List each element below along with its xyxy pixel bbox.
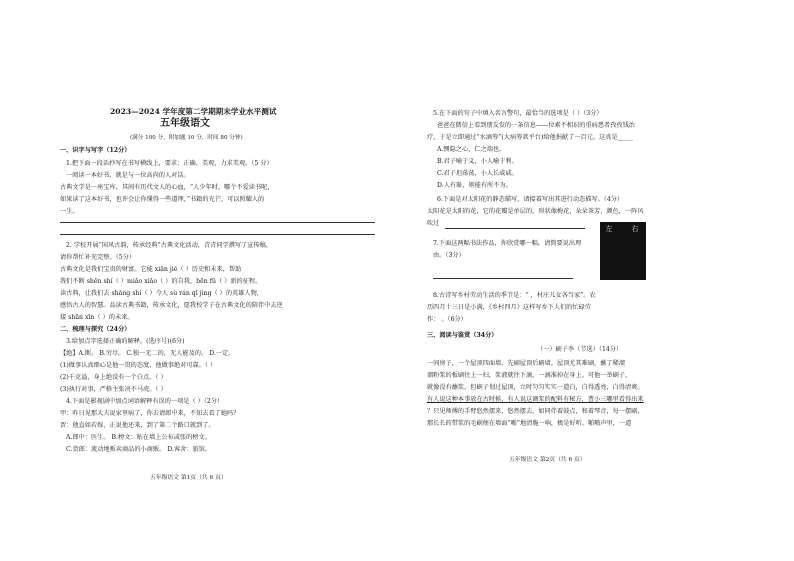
q5-text-line: 疗，于是立即通过“水滴筹”(大病筹款平台)给他捐献了一百元。这真是_____ — [427, 134, 634, 141]
q5-option: A.恻隐之心，仁之端也。 — [437, 146, 506, 153]
q4-options: C.货郎：流动地贩卖商品的小商贩。 D.客舍：旅馆。 — [66, 446, 212, 453]
q1-text-line: 如果读了这本好书，也许会让你懂得一些道理，”书籍的光芒，可以照耀人的 — [60, 196, 265, 203]
passage-line: 就像没有蘸浆。但刷子划过屋顶，立时匀匀实实一道白，白得透亮，白得清爽。 — [427, 384, 644, 391]
q7-prompt-cont: 由。（3分） — [433, 252, 465, 259]
q3-item: (1)做事认真细心是他一贯的态度，他做事绝对可靠。（ ） — [60, 362, 217, 369]
q5-prompt: 5.在下面的句子中填入名言警句，最恰当的选项是（ ）（3分） — [433, 110, 603, 117]
answer-line[interactable] — [433, 278, 573, 279]
calligraphy-samples — [600, 222, 646, 280]
page-footer: 五年级语文 第1页（共 6 页） — [150, 475, 227, 481]
q2-prompt: 2. 学校开展“国风古韵，传承经典”古典文化活动，青青同学撰写了宣传稿， — [66, 242, 273, 249]
q3-item: (3)执行对事，严格主张决不马虎。（ ） — [60, 386, 167, 393]
section-3-heading: 三、阅读与鉴赏（34分） — [427, 332, 498, 339]
passage-line: ？只见师傅的手臂悠然摆来，悠然摆去，如同伴着鼓点，和着琴音，每一摆刷， — [427, 408, 644, 415]
q5-option: D.人有耻，则能有所不为。 — [437, 182, 512, 189]
q4-options: A.郎中：医生。 B.榜文：贴在墙上公布或张的榜文。 — [66, 434, 211, 441]
q2-text-line: 古典文化是我们宝贵的财富。它能 xiān jié（ ）历史和未来，帮助 — [60, 266, 242, 273]
passage-line: 一间房子，一个屋顶四面墙，先刷屋顶后刷墙。屋顶尤其难刷，蘸了稀溜 — [427, 360, 625, 367]
exam-title: 2023—2024 学年度第二学期期末学业水平测试 — [110, 107, 277, 116]
calligraphy-right: 右 — [631, 225, 639, 232]
q2-text-line: 我们不断 shēn shí（ ）miǎo xiǎo（ ）的自我，bēn fū（ ）新的征程。 — [60, 278, 262, 285]
q5-text-line: 爸爸在微信上看到朋友发的一条信息——位素不相识的重病患者孜孜钱治 — [437, 122, 635, 129]
q1-prompt: 1.把下面一段话抄写在书写横线上，要求：正确、美观，力求美观。（5 分） — [66, 160, 273, 167]
section-1-heading: 一、识字与写字（12分） — [60, 147, 131, 154]
section-2-heading: 二、梳理与探究（24分） — [60, 326, 131, 333]
q8-prompt: 8.古诗写乡村劳动生活的季节是：“ ，村庄儿女各当家”。农 — [433, 292, 596, 299]
q6-prompt: 6.下面是对太阳花的静态描写，请接着写出其进行动态描写。（4分） — [437, 196, 624, 203]
q4-prompt: 4.下面是影视剧中加点词语解释有误的一项是（ ）（2分） — [66, 398, 224, 405]
score-note: (满分 100 分，附加题 10 分，时间 80 分钟) — [130, 135, 243, 141]
q7-prompt: 7.下面这两幅书法作品，你欣赏哪一幅，请简要说出理 — [433, 240, 582, 247]
q5-option: B.君子喻于义，小人喻于利。 — [437, 158, 518, 165]
exam-page-2 — [397, 0, 794, 561]
answer-line[interactable] — [445, 228, 585, 229]
passage-line-underlined: 有人说这种本事放在古时候，有人说这调浆的配料有秘方，曹小三哪里看得出来 — [427, 396, 644, 403]
passage-line: 溜粉浆的板刷往上一扫，浆液就往下滴，一滴准掉在身上。可他一举刷子， — [427, 372, 632, 379]
q6-text-line: 吹过 — [427, 220, 440, 227]
writing-line[interactable] — [60, 234, 375, 235]
q6-text-line: 太阳花是太阳的花，它的花瓣是单层的，形状像梅花，朵朵茶芳，颜色，一阵风 — [427, 208, 644, 215]
q3-item: (2)千克溢，身上绝没有一个白点。（ ） — [60, 374, 167, 381]
q5-option: C.君子坦荡荡，小人长戚戚。 — [437, 170, 518, 177]
writing-line[interactable] — [60, 222, 375, 223]
q1-text-line: 古典文学是一座宝库，其间有历代文人的心血，“人少年时，哪个不爱读书呢， — [60, 184, 274, 191]
q4-dialogue: 甲：昨日见那大夫说家里病了，你去请郎中来，不知去看了她吗？ — [60, 410, 240, 417]
subject-title: 五年级语文 — [160, 118, 210, 129]
q3-options: 【绝】A.断。 B.穷尽。 C.独一无二的，无人能及的。 D.一定。 — [60, 350, 235, 357]
passage-line: 那长长的带浆的毛刷便在墙面“啪”地清脆一响，极是好听。啪啪声里，一道 — [427, 420, 632, 427]
q8-text-line: 历四月十三日是小满，《乡村四月》这样写乡下人们的忙碌劳 — [427, 304, 591, 311]
q2-text-line: 读古典，让我们去 shǎng shí（ ）令人 sù rán qǐ jìng（ ）的英雄人物， — [60, 290, 263, 297]
page-footer: 五年级语文 第2页（共 6 页） — [509, 457, 586, 463]
q1-text-line: 一阅读一本好书，就是与一位高尚的人对话。 — [66, 172, 190, 179]
q2-text-line: 接 shān xīn（ ）的未来。 — [60, 314, 134, 321]
q3-prompt: 3.给加点字选择正确的解释。(选序号)(6分) — [66, 338, 185, 345]
q2-text-line: 感悟古人的智慧。品读古典书籍，传承文化，愿我校学子在古典文化的陪伴中去逆 — [60, 302, 283, 309]
q8-text-line: 作： 。（6分） — [427, 316, 467, 323]
q1-text-line: 一生。 — [60, 208, 79, 215]
q2-text-line: 请你帮忙补充完整。（5分） — [60, 254, 136, 261]
calligraphy-left: 左 — [605, 225, 613, 232]
q4-dialogue: 贾：他直如若嫁，正说他还来，到了第二个路口就到了。 — [60, 422, 215, 429]
passage-title: （一）刷子李（节选）（14分） — [537, 346, 623, 353]
